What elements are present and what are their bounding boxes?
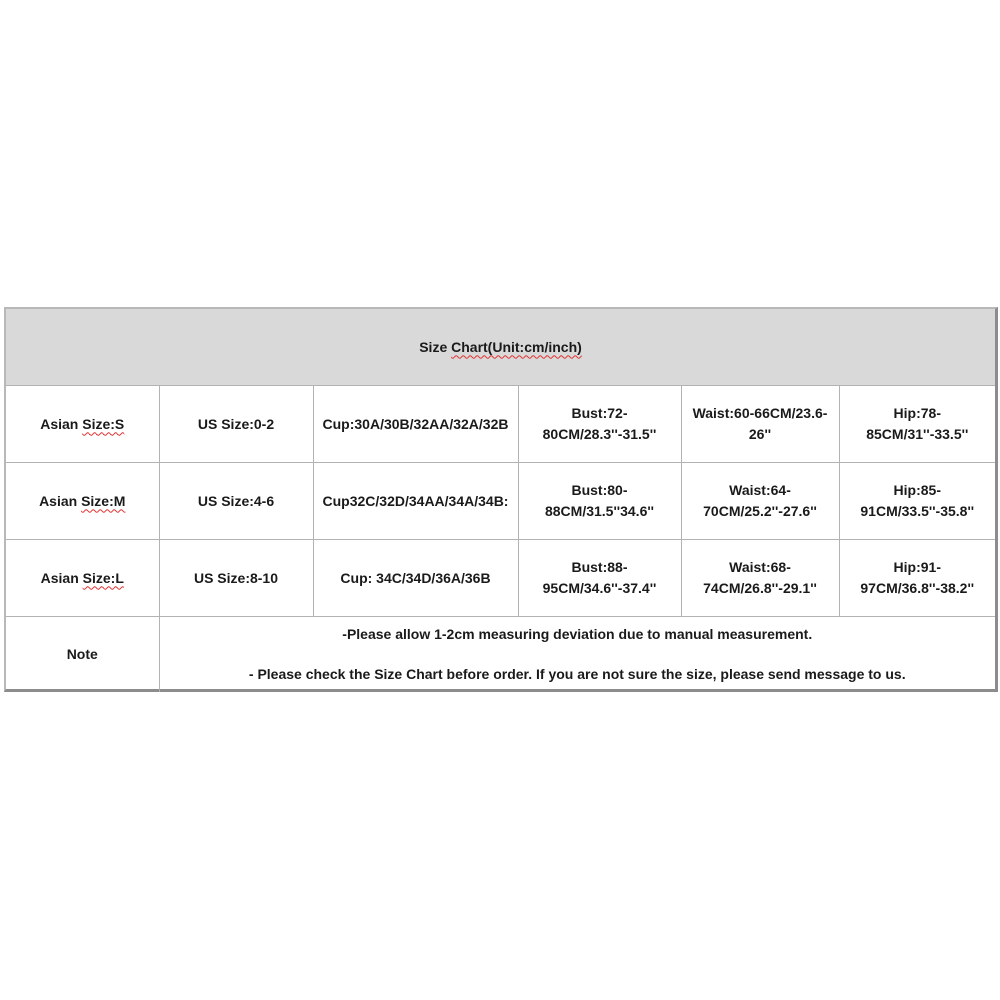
title-prefix: Size [419, 338, 452, 355]
waist-cell: Waist:64-70CM/25.2''-27.6'' [681, 463, 839, 540]
size-chart-frame [4, 307, 998, 692]
hip-cell: Hip:91-97CM/36.8''-38.2'' [839, 540, 995, 617]
bust-cell: Bust:88-95CM/34.6''-37.4'' [518, 540, 681, 617]
note-row [6, 617, 995, 693]
asian-size-cell [6, 540, 159, 617]
bust-cell: Bust:72-80CM/28.3''-31.5'' [518, 386, 681, 463]
asian-size-prefix: Asian [40, 415, 83, 432]
us-size-cell: US Size:4-6 [159, 463, 313, 540]
note-label: Note [6, 617, 159, 693]
table-row [6, 386, 995, 463]
hip-cell: Hip:78-85CM/31''-33.5'' [839, 386, 995, 463]
asian-size-cell [6, 463, 159, 540]
size-chart-table [6, 309, 995, 692]
note-content [159, 617, 995, 693]
asian-size-prefix: Asian [39, 492, 82, 509]
note-line-measurement: -Please allow 1-2cm measuring deviation due to manual measurement. [342, 626, 813, 642]
asian-size-cell [6, 386, 159, 463]
cup-cell: Cup32C/32D/34AA/34A/34B: [313, 463, 518, 540]
hip-cell: Hip:85-91CM/33.5''-35.8'' [839, 463, 995, 540]
waist-cell: Waist:60-66CM/23.6-26'' [681, 386, 839, 463]
table-title-row [6, 309, 995, 386]
us-size-cell: US Size:8-10 [159, 540, 313, 617]
table-title [6, 309, 995, 386]
cup-cell: Cup:30A/30B/32AA/32A/32B [313, 386, 518, 463]
asian-size-value: Size:S [82, 415, 125, 432]
table-row [6, 463, 995, 540]
cup-cell: Cup: 34C/34D/36A/36B [313, 540, 518, 617]
title-main: Chart(Unit:cm/inch) [451, 338, 582, 355]
table-row [6, 540, 995, 617]
bust-cell: Bust:80-88CM/31.5''34.6'' [518, 463, 681, 540]
asian-size-value: Size:L [82, 569, 124, 586]
us-size-cell: US Size:0-2 [159, 386, 313, 463]
asian-size-value: Size:M [81, 492, 126, 509]
waist-cell: Waist:68-74CM/26.8''-29.1'' [681, 540, 839, 617]
asian-size-prefix: Asian [40, 569, 83, 586]
note-line-check-chart: - Please check the Size Chart before order. If you are not sure the size, please send message to us. [248, 666, 906, 682]
